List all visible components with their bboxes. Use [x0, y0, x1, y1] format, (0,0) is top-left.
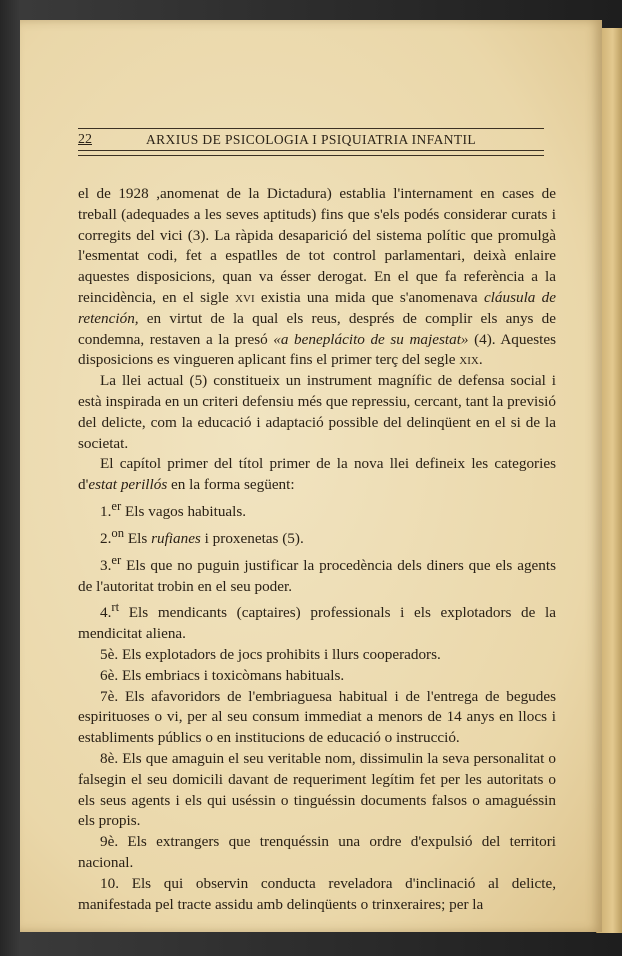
paragraph-3-text-a: El capítol primer del títol primer de la nova llei defineix les categories d' [78, 455, 556, 494]
item-number: 9è. [100, 833, 119, 851]
item-text-pre: Els [127, 529, 152, 547]
term-rufianes: rufianes [151, 529, 201, 547]
item-text: Els embriacs i toxicòmans habituals. [121, 666, 345, 684]
item-number: 1. [100, 503, 112, 521]
item-number: 8è. [100, 749, 119, 767]
list-item [78, 496, 556, 523]
list-item [78, 832, 556, 874]
item-number: 5è. [100, 645, 119, 663]
item-text: Els vagos habituals. [125, 503, 247, 521]
book-page [20, 20, 602, 932]
item-number: 10. [100, 874, 119, 892]
item-ordinal: rt [111, 600, 120, 615]
item-ordinal: er [111, 498, 122, 513]
item-ordinal: on [111, 525, 125, 540]
page-body [78, 184, 556, 915]
paragraph-1-text-c: en virtut de la qual els reus, després de complir els anys de condemna, restaven a la presó [78, 309, 556, 348]
paragraph-2: La llei actual (5) constitueix un instrument magnífic de defensa social i està inspirada en un criteri defensiu més que repressiu, cercant, tant la previsió del delicte, com la educació i adaptació possible del delinqüent en el si de la societat. [78, 372, 556, 452]
item-number: 6è. [100, 666, 119, 684]
item-text: Els extrangers que trenquéssin una ordre d'expulsió del territori nacional. [78, 833, 556, 871]
century-numeral: xvi [235, 288, 255, 306]
term-beneplacito: «a beneplácito de su majestat» [273, 330, 469, 348]
paragraph-1-text-a: el de 1928 ,anomenat de la Dictadura) establia l'internament en cases de treball (adequades a les seves aptituds) fins que s'els podés considerar curats i corregits del vici (3). La ràpida desaparició del sistema polític que promulgà l'esmentat codi, fet a espatlles de tot control parlamentari, deixà enlaire aquestes disposicions, quan va ésser derogat. En el que fa referència a la reincidència, en el sigle [78, 185, 556, 306]
running-head: ARXIUS DE PSICOLOGIA I PSIQUIATRIA INFANTIL [146, 132, 477, 147]
list-item [78, 874, 556, 916]
paragraph-1-text-e: . [478, 351, 483, 369]
list-item [78, 687, 556, 749]
item-text: Els mendicants (captaires) professionals i els explotadors de la mendicitat aliena. [78, 604, 557, 643]
item-number: 7è. [100, 687, 119, 705]
list-item [78, 666, 556, 687]
paragraph-3 [78, 454, 556, 496]
item-text: Els qui observin conducta reveladora d'inclinació al delicte, manifestada pel tracte assidu amb delinqüents o trinxeraires; per la [78, 874, 557, 913]
item-text: Els que no puguin justificar la procedència dels diners que els agents de l'autoritat trobin en el seu poder. [78, 556, 557, 595]
list-item [78, 550, 556, 598]
header-rule-bottom [78, 150, 544, 156]
item-ordinal: er [111, 552, 122, 567]
item-number: 2. [100, 529, 112, 547]
header-rule-top [78, 128, 544, 129]
item-text: Els explotadors de jocs prohibits i llurs cooperadors. [121, 645, 441, 663]
item-number: 3. [100, 556, 112, 574]
list-item [78, 597, 556, 645]
list-item [78, 645, 556, 666]
century-numeral-2: xix [459, 351, 479, 369]
item-text: Els afavoridors de l'embriaguesa habitual i de l'entrega de begudes espirituoses o vi, per al seu consum immediat a menors de 14 anys en llocs i establiments públics o en institucions de educació o instrucció. [78, 687, 557, 747]
paragraph-1-text-b: existia una mida que s'anomenava [254, 288, 484, 306]
list-item [78, 523, 556, 550]
term-estat-perillos: estat perillós [88, 476, 168, 494]
paragraph-1-text-d: (4). Aquestes disposicions es vingueren aplicant fins el primer terç del segle [78, 330, 557, 369]
page-number: 22 [78, 132, 92, 147]
list-item [78, 749, 556, 832]
paragraph-1 [78, 184, 556, 371]
paragraph-3-text-b: en la forma següent: [167, 476, 295, 494]
item-text: i proxenetas (5). [200, 529, 304, 547]
item-number: 4. [100, 604, 112, 622]
item-text: Els que amaguin el seu veritable nom, dissimulin la seva personalitat o falsegin el seu domicili davant de requeriment legítim fet per les autoritats o els seus agents i els qui uséssin o tinguéssin documents falsos o amaguéssin els propis. [78, 749, 557, 830]
term-clausula: cláusula de retención, [78, 288, 557, 327]
